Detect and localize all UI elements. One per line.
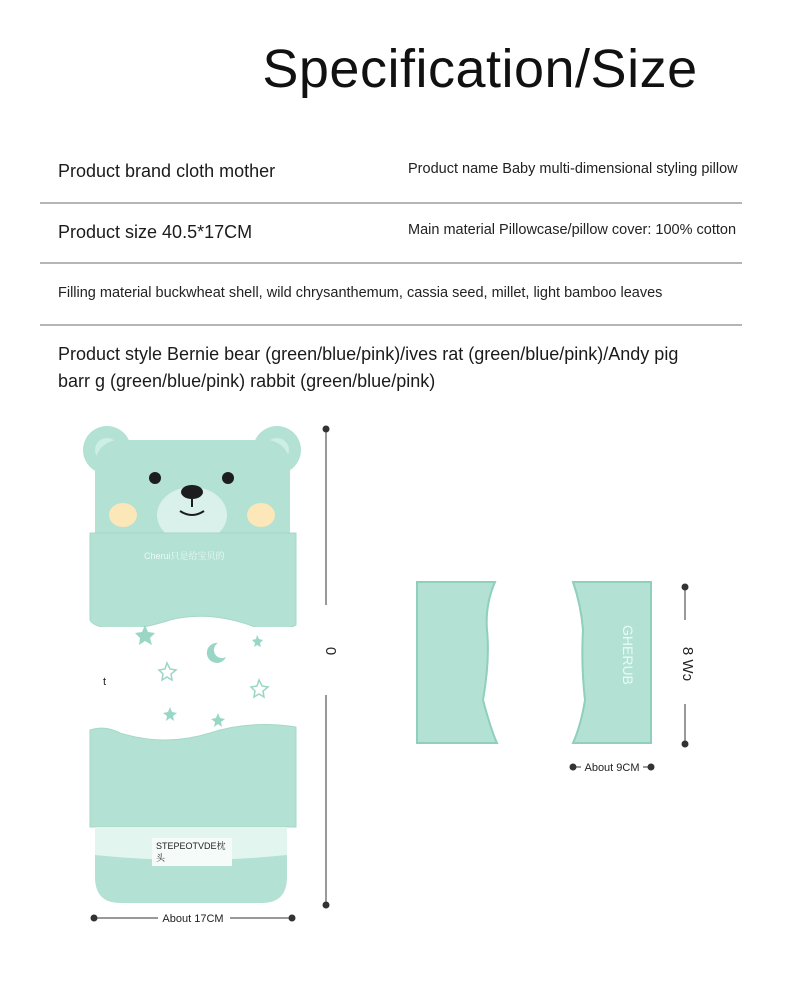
spec-name: Product name Baby multi-dimensional styling pillow [408, 161, 738, 177]
side-brand-text: GHERUB [620, 625, 636, 685]
pillow-middle [100, 627, 300, 732]
side-view-right [573, 582, 651, 743]
spec-size: Product size 40.5*17CM [58, 222, 253, 242]
bear-nose [181, 485, 203, 499]
page-title: Specification/Size [262, 39, 698, 99]
bear-cheek-left [109, 503, 137, 527]
pillow-upper-band [90, 533, 296, 630]
spec-filling: Filling material buckwheat shell, wild chrysanthemum, cassia seed, millet, light bamboo leaves [58, 285, 663, 301]
pillow-tag-line1: STEPEOTVDE枕 [156, 841, 226, 851]
side-view-left [417, 582, 497, 743]
pillow-lower-band [90, 725, 296, 827]
divider [40, 324, 742, 326]
pillow-front-illustration [70, 415, 340, 935]
divider [40, 202, 742, 204]
pillow-side-illustration [405, 570, 705, 780]
spec-brand: Product brand cloth mother [58, 161, 276, 181]
side-text: t [103, 676, 107, 688]
side-height-label: 8 Wɔ [679, 646, 696, 682]
width-label: About 17CM [162, 913, 224, 925]
bear-eye-right [222, 472, 234, 484]
pillow-tag-line2: 头 [156, 853, 166, 863]
bear-eye-left [149, 472, 161, 484]
bear-cheek-right [247, 503, 275, 527]
side-width-label: About 9CM [584, 762, 640, 774]
spec-style-line1: Product style Bernie bear (green/blue/pink)/ives rat (green/blue/pink)/Andy pig [58, 344, 679, 364]
spec-style [58, 341, 748, 395]
spec-material: Main material Pillowcase/pillow cover: 100% cotton [408, 222, 737, 238]
divider [40, 262, 742, 264]
spec-style-line2: barr g (green/blue/pink) rabbit (green/blue/pink) [58, 371, 436, 391]
pillow-brand-text: Cherui只是给宝贝的 [144, 551, 225, 561]
height-label: 0 [322, 646, 339, 656]
